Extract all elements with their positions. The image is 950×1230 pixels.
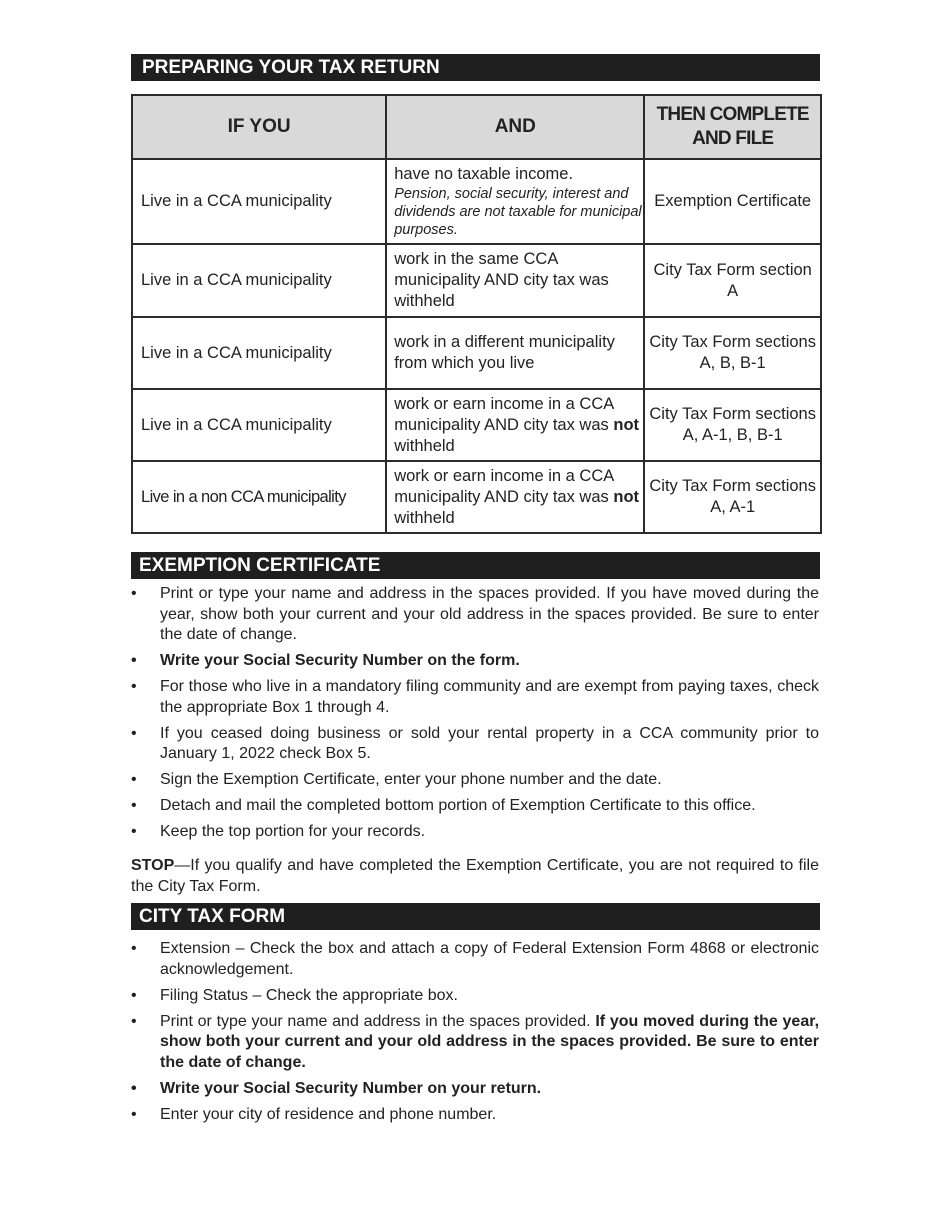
cell-then: City Tax Form sections A, A-1 <box>644 461 821 533</box>
city-bullet-list <box>131 939 819 1125</box>
city-tax-instructions <box>131 939 819 1131</box>
stop-note <box>131 856 819 897</box>
exemption-bullet-list <box>131 584 819 843</box>
table-row <box>132 159 821 244</box>
cell-and-text-end: withheld <box>394 508 455 527</box>
list-item: • Write your Social Security Number on your return. <box>131 1079 819 1100</box>
cell-if-you: Live in a CCA municipality <box>132 244 386 317</box>
cell-then: City Tax Form sections A, A-1, B, B-1 <box>644 389 821 461</box>
header-and: AND <box>386 95 644 159</box>
table-row <box>132 461 821 533</box>
stop-label: STOP <box>131 857 175 874</box>
list-item: • Sign the Exemption Certificate, enter your phone number and the date. <box>131 770 819 791</box>
stop-text: —If you qualify and have completed the Exemption Certificate, you are not required to file the City Tax Form. <box>131 857 819 895</box>
cell-then: City Tax Form sections A, B, B-1 <box>644 317 821 389</box>
cell-and-text-end: withheld <box>394 436 455 455</box>
list-item: • Enter your city of residence and phone number. <box>131 1105 819 1126</box>
stop-paragraph <box>131 856 819 897</box>
cell-and: work in a different municipality from which you live <box>386 317 644 389</box>
exemption-instructions <box>131 584 819 848</box>
list-item: • Keep the top portion for your records. <box>131 822 819 843</box>
list-item: • Filing Status – Check the appropriate box. <box>131 986 819 1007</box>
cell-and-emphasis: not <box>613 415 640 434</box>
header-then-complete: THEN COMPLETE AND FILE <box>644 95 821 159</box>
print-bold-text: If you moved during the year, show both your current and your old address in the spaces provided. Be sure to enter the date of change. <box>160 1012 820 1071</box>
list-item: • For those who live in a mandatory filing community and are exempt from paying taxes, check the appropriate Box 1 through 4. <box>131 677 819 718</box>
cell-and-text: work or earn income in a CCA municipality AND city tax was <box>394 394 614 434</box>
cell-and <box>386 159 644 244</box>
list-item: • Print or type your name and address in the spaces provided. If you have moved during the year, show both your current and your old address in the spaces provided. Be sure to enter the date of change. <box>131 584 819 646</box>
print-plain-text: Print or type your name and address in the spaces provided. <box>160 1012 591 1030</box>
filing-requirements-table <box>131 94 822 534</box>
cell-and-text: work or earn income in a CCA municipality AND city tax was <box>394 466 614 506</box>
cell-if-you-text: Live in a non CCA municipality <box>141 487 346 506</box>
cell-then: Exemption Certificate <box>644 159 821 244</box>
cell-and <box>386 389 644 461</box>
table-row <box>132 389 821 461</box>
cell-and: work in the same CCA municipality AND city tax was withheld <box>386 244 644 317</box>
section-header-preparing: PREPARING YOUR TAX RETURN <box>131 54 820 81</box>
table-row <box>132 317 821 389</box>
cell-if-you: Live in a CCA municipality <box>132 317 386 389</box>
cell-if-you: Live in a CCA municipality <box>132 159 386 244</box>
table-row <box>132 244 821 317</box>
header-if-you: IF YOU <box>132 95 386 159</box>
cell-and-main: have no taxable income. <box>394 165 574 183</box>
table-header-row <box>132 95 821 159</box>
list-item: • Write your Social Security Number on the form. <box>131 651 819 672</box>
section-header-city-tax-form: CITY TAX FORM <box>131 903 820 930</box>
cell-then: City Tax Form section A <box>644 244 821 317</box>
list-item <box>131 1012 819 1074</box>
list-item: • Detach and mail the completed bottom portion of Exemption Certificate to this office. <box>131 796 819 817</box>
cell-and-emphasis: not <box>613 487 640 506</box>
list-item: • If you ceased doing business or sold your rental property in a CCA community prior to January 1, 2022 check Box 5. <box>131 724 819 765</box>
list-item: • Extension – Check the box and attach a copy of Federal Extension Form 4868 or electronic acknowledgement. <box>131 939 819 980</box>
cell-and-note: Pension, social security, interest and dividends are not taxable for municipal purposes. <box>394 186 642 238</box>
cell-if-you <box>132 461 386 533</box>
section-header-exemption: EXEMPTION CERTIFICATE <box>131 552 820 579</box>
cell-and <box>386 461 644 533</box>
cell-if-you: Live in a CCA municipality <box>132 389 386 461</box>
